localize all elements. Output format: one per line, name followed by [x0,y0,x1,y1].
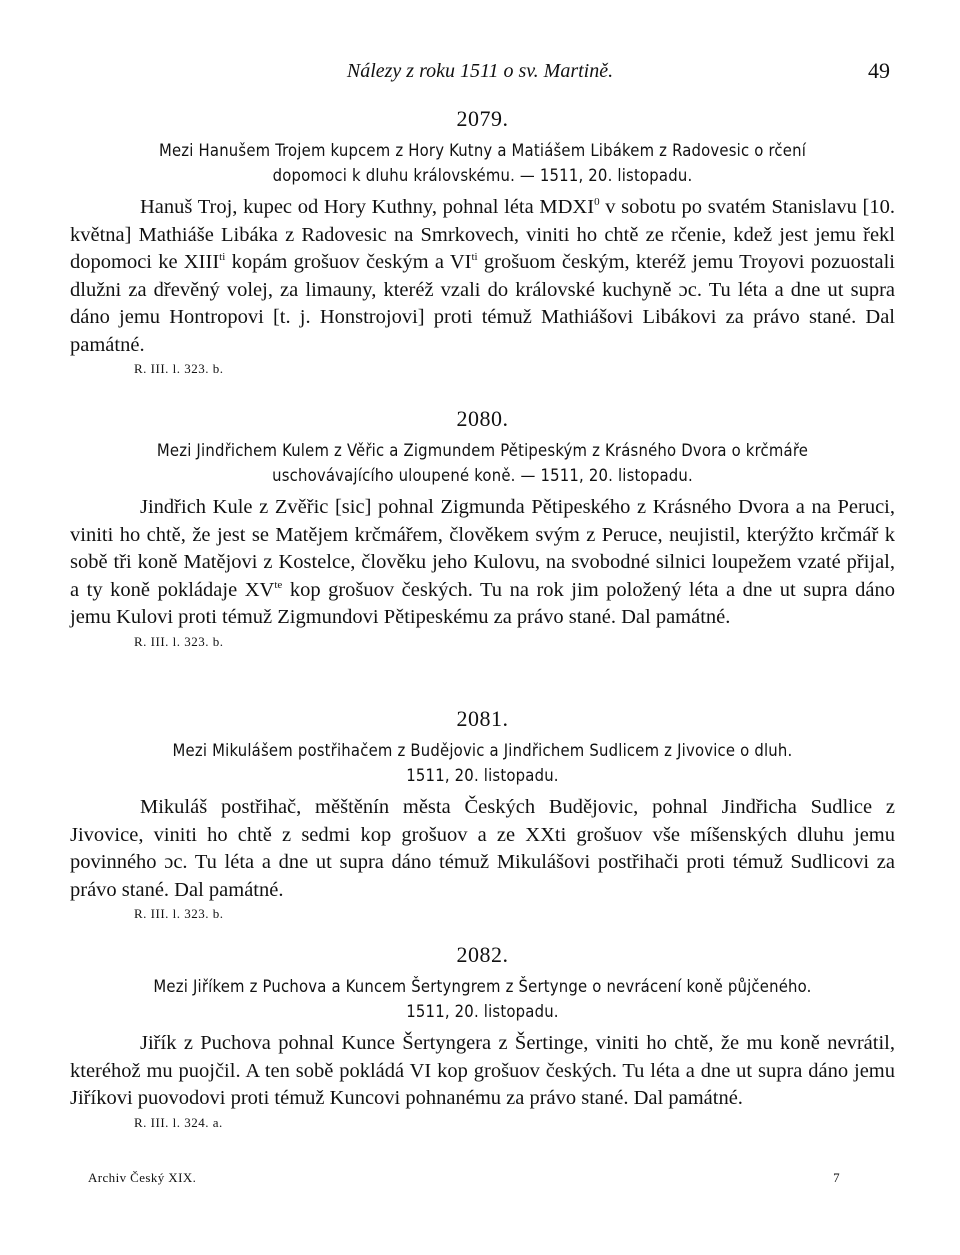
entry-heading [70,438,895,488]
superscript: te [274,578,283,591]
archive-reference: R. III. l. 323. b. [134,906,224,921]
entry-body: Jiřík z Puchova pohnal Kunce Šertyngera z Šertinge, viniti ho chtě, že mu koně nevrátil, kteréhož mu puojčil. A ten sobě pokládá VI kop grošuov českých. Tu léta a dne ut supra dáno jemu Jiříkovi puovodovi proti témuž Kuncovi pohnanému za právo stané. Dal památné. [70,1032,895,1109]
entry-2081 [70,704,895,922]
body-text: Jindřich Kule z Zvěřic [sic] pohnal Zigmunda Pětipeského z Krásného Dvora a na Peruci, viniti ho chtě, že jest se Matějem krčmářem, člověkem svým z Peruce, neujistil, kterýžto krčmář k sobě tři koně Matějovi z Kostelce, člověku jeho Kulovu, na svobodné silnici loupežem vzaté přijal, a ty koně pokládaje XV [70,496,895,601]
superscript: 0 [594,196,600,209]
entry-2080 [70,404,895,650]
entry-heading-line: Mezi Mikulášem postřihačem z Budějovic a Jindřichem Sudlicem z Jivovice o dluh. [172,741,793,760]
entry-heading [70,974,895,1024]
entry-heading-line: Mezi Jiříkem z Puchova a Kuncem Šertyngrem z Šertynge o nevrácení koně půjčeného. [153,977,812,996]
entry-heading-line: Mezi Jindřichem Kulem z Věřic a Zigmundem Pětipeským z Krásného Dvora o krčmáře [156,441,809,460]
entry-body [70,194,895,359]
body-text: kop grošuov českých. Tu na rok jim položený léta a dne ut supra dáno jemu Kulovi proti témuž Zigmundovi Pětipeskému za právo stané. Dal památné. [70,578,895,628]
superscript: ti [471,251,478,264]
body-text: v sobotu po svatém Stanislavu [10. května] Mathiáše Libáka z Radovesic na Smrkovech, viniti ho chtě ze rčenie, kdež jest jemu řekl dopomoci ke XIII [70,196,895,273]
entry-heading [70,138,895,188]
body-text: kopám grošuov českým a VI [225,251,472,273]
entry-number: 2080. [456,406,509,431]
entry-2079 [70,104,895,377]
entry-2082 [70,940,895,1131]
footer-signature: Archiv Český XIX. [88,1170,197,1185]
archive-reference: R. III. l. 323. b. [134,633,224,649]
running-head [0,56,960,88]
entry-number: 2082. [456,942,509,967]
entry-heading [70,738,895,788]
entry-heading-line: Mezi Hanušem Trojem kupcem z Hory Kutny a Matiášem Libákem z Radovesic o rčení [158,141,807,160]
archive-reference: R. III. l. 323. b. [134,361,224,376]
entry-heading-line: dopomoci k dluhu královskému. — 1511, 20. listopadu. [272,166,693,185]
archive-reference: R. III. l. 324. a. [134,1114,223,1130]
body-text: Hanuš Troj, kupec od Hory Kuthny, pohnal léta MDXI [140,196,595,218]
entry-heading-line: 1511, 20. listopadu. [406,766,559,785]
entry-number: 2081. [456,706,509,731]
entry-body: Mikuláš postřihač, měštěnín města Českých Budějovic, pohnal Jindřicha Sudlice z Jivovice, viniti ho chtě z sedmi kop grošuov a ze XXti grošuov vše míšenských dluhu jemu povinného ɔc. Tu léta a dne ut supra dáno témuž Mikulášovi postřihači proti témuž Sudlicovi za právo stané. Dal památné. [70,796,895,901]
running-title: Nálezy z roku 1511 o sv. Martině. [346,60,614,82]
footer-sheet-number: 7 [833,1170,840,1185]
superscript: ti [219,251,226,264]
entry-heading-line: 1511, 20. listopadu. [406,1002,559,1021]
entry-body [70,494,895,632]
body-text: grošuom českým, kteréž jemu Troyovi pozuostali dlužni za dřevěný volej, za limauny, kteréž vzali do královské kuchyně ɔc. Tu léta a dne ut supra dáno jemu Hontropovi [t. j. Honstrojovi] proti témuž Mathiášovi Libákovi za právo stané. Dal památné. [70,251,895,356]
page-number: 49 [868,58,890,83]
entry-heading-line: uschovávajícího uloupené koně. — 1511, 20. listopadu. [272,466,693,485]
entry-number: 2079. [456,106,509,131]
